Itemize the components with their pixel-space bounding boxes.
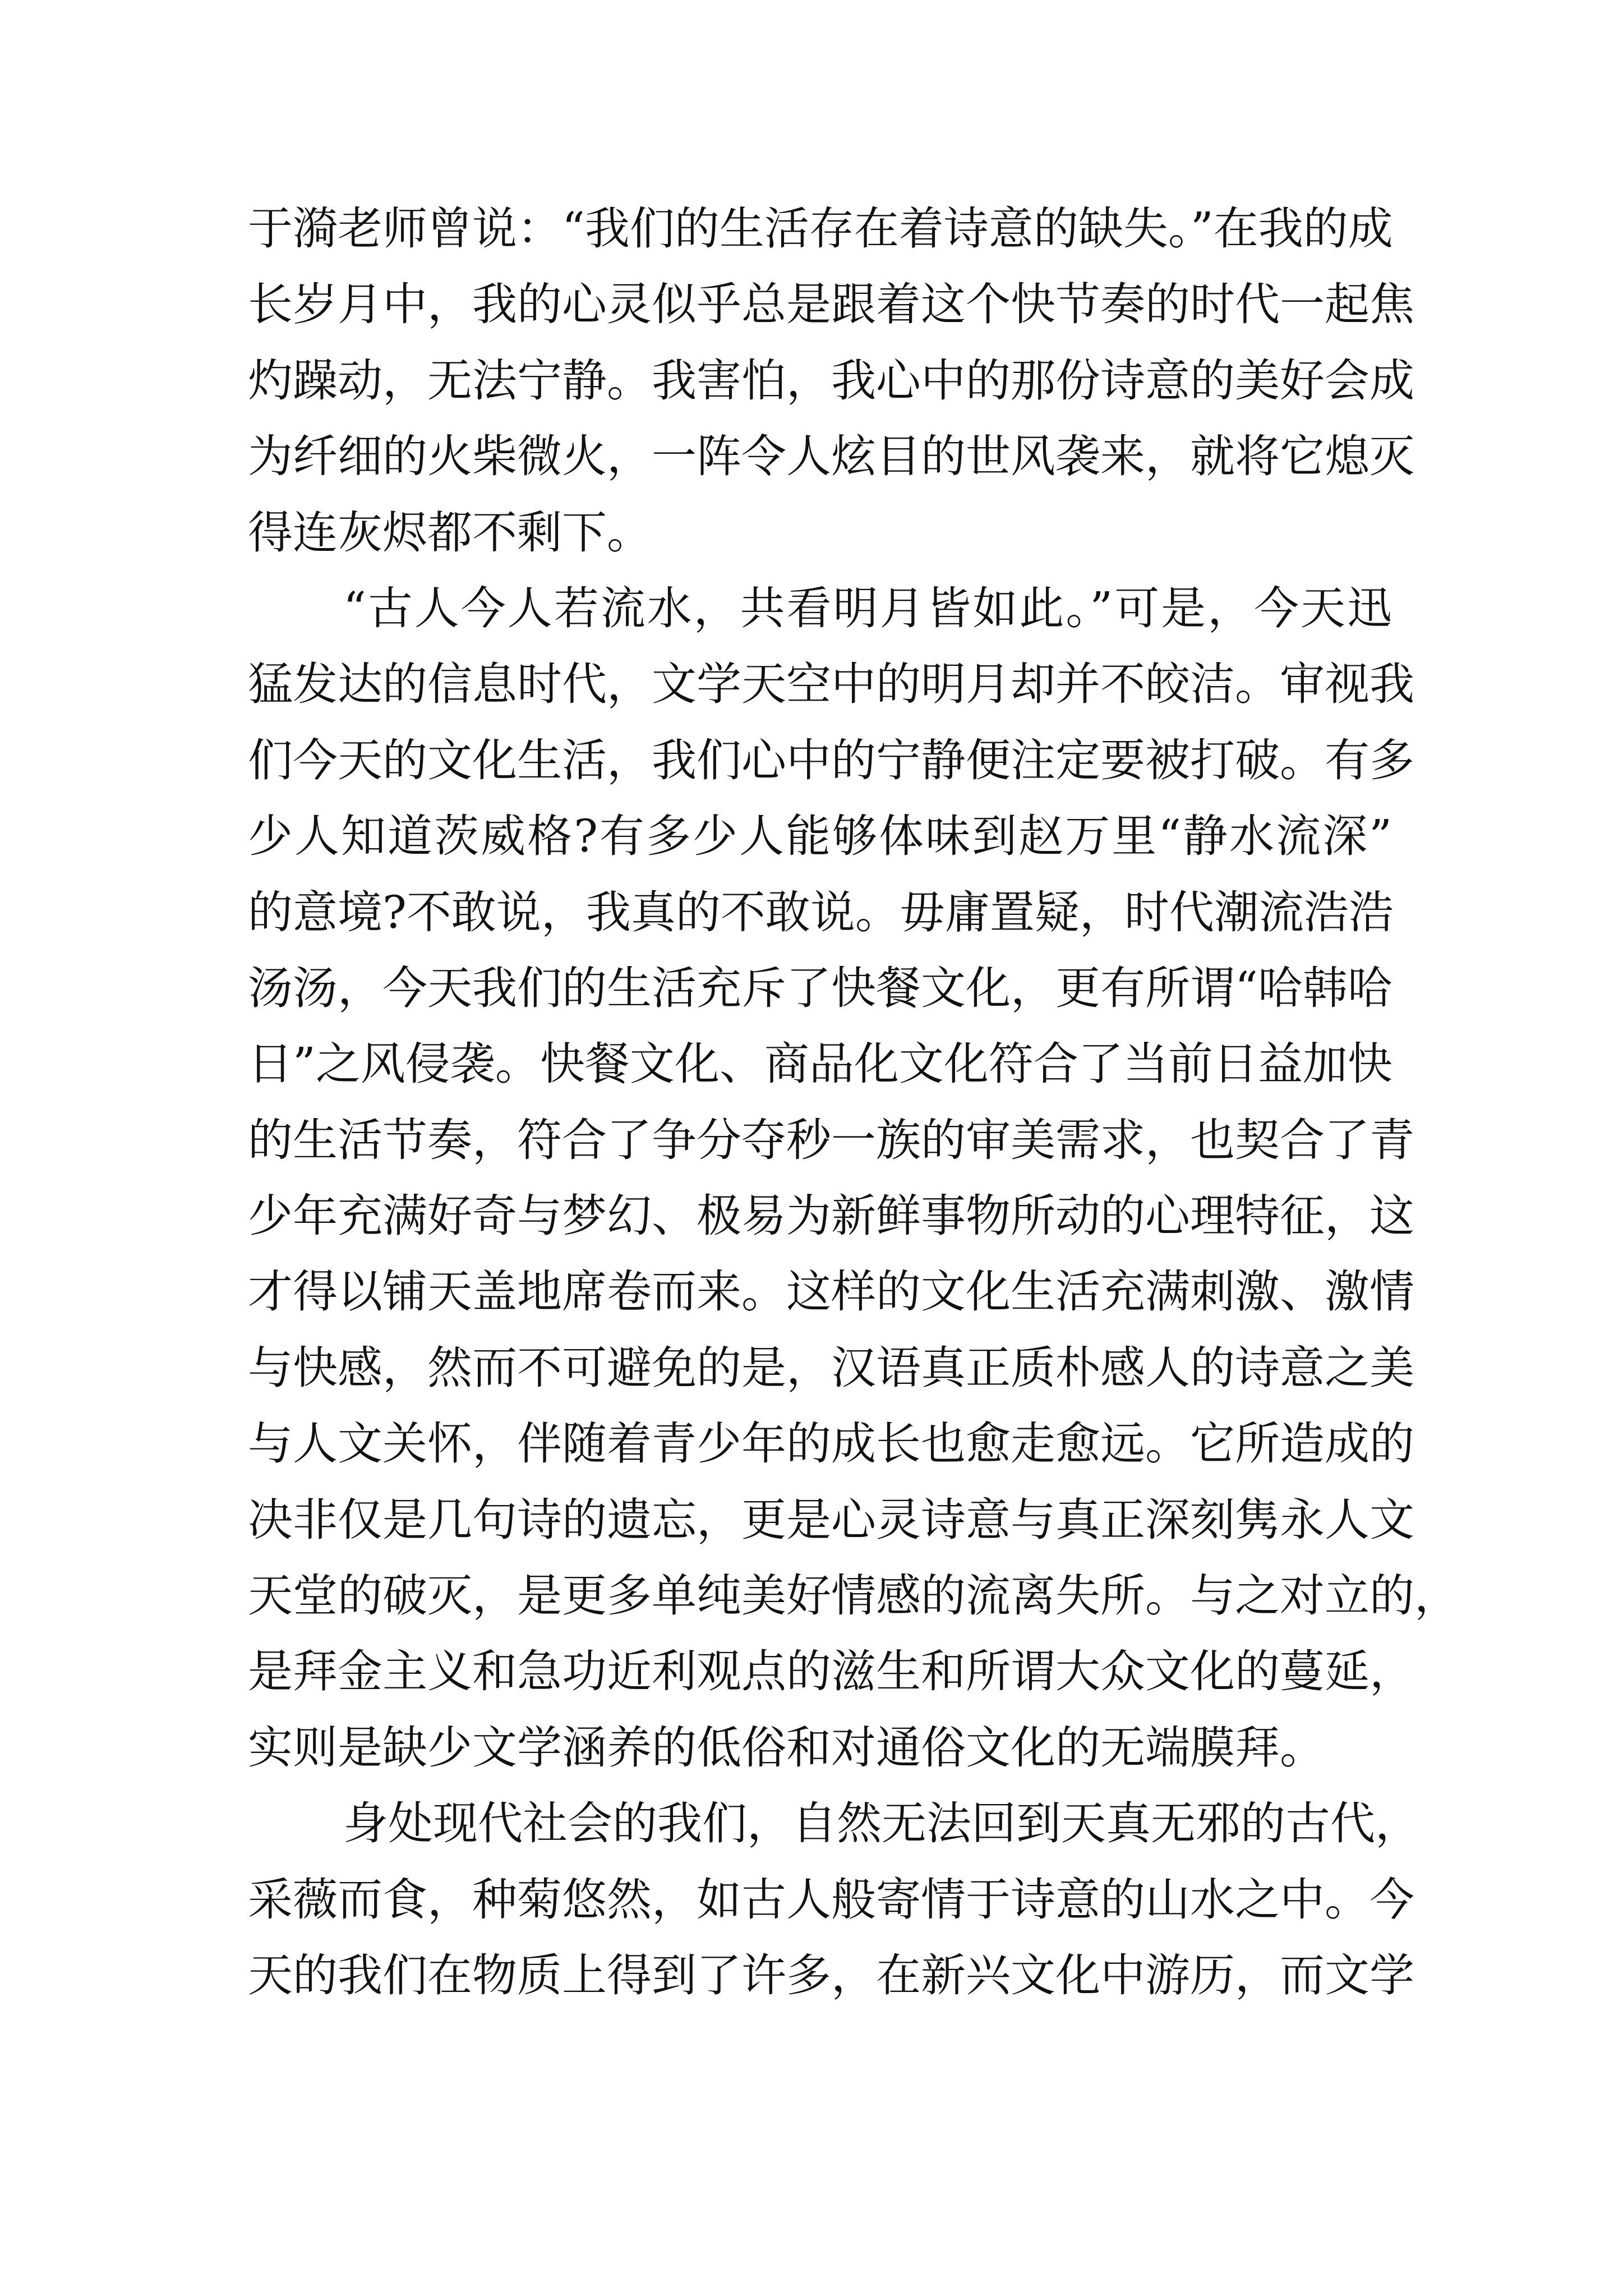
text-line: 们今天的文化生活，我们心中的宁静便注定要被打破。有多 (248, 734, 1414, 786)
text-line: 少人知道茨威格?有多少人能够体味到赵万里“静水流深” (248, 810, 1392, 863)
text-line: 天堂的破灭，是更多单纯美好情感的流离失所。与之对立的， (248, 1570, 1459, 1622)
text-line: 的生活节奏，符合了争分夺秒一族的审美需求，也契合了青 (248, 1114, 1414, 1166)
text-line: 于漪老师曾说：“我们的生活存在着诗意的缺失。”在我的成 (248, 203, 1393, 255)
paragraph (248, 191, 1414, 570)
text-line: 与人文关怀，伴随着青少年的成长也愈走愈远。它所造成的 (248, 1418, 1414, 1470)
text-line: 天的我们在物质上得到了许多，在新兴文化中游历，而文学 (248, 1949, 1414, 2001)
text-line: 才得以铺天盖地席卷而来。这样的文化生活充满刺激、激情 (248, 1266, 1414, 1318)
text-line: 长岁月中，我的心灵似乎总是跟着这个快节奏的时代一起焦 (248, 278, 1414, 331)
body-text (248, 191, 1459, 2013)
paragraph (248, 570, 1459, 1786)
text-line: 为纤细的火柴微火，一阵令人炫目的世风袭来，就将它熄灭 (248, 430, 1414, 483)
text-line: 与快感，然而不可避免的是，汉语真正质朴感人的诗意之美 (248, 1341, 1414, 1394)
text-line: 灼躁动，无法宁静。我害怕，我心中的那份诗意的美好会成 (248, 354, 1414, 407)
text-line: 少年充满好奇与梦幻、极易为新鲜事物所动的心理特征，这 (248, 1190, 1414, 1243)
text-line: 得连灰烬都不剩下。 (248, 506, 652, 559)
text-line: 决非仅是几句诗的遗忘，更是心灵诗意与真正深刻隽永人文 (248, 1493, 1414, 1546)
text-line: 的意境?不敢说，我真的不敢说。毋庸置疑，时代潮流浩浩 (248, 886, 1394, 938)
text-line: 日”之风侵袭。快餐文化、商品化文化符合了当前日益加快 (248, 1038, 1393, 1091)
text-line: 是拜金主义和急功近利观点的滋生和所谓大众文化的蔓延， (248, 1645, 1414, 1698)
text-line: 采薇而食，种菊悠然，如古人般寄情于诗意的山水之中。今 (248, 1873, 1414, 1926)
text-line: 猛发达的信息时代，文学天空中的明月却并不皎洁。审视我 (248, 658, 1414, 711)
paragraph (248, 1786, 1420, 2013)
text-line: 汤汤，今天我们的生活充斥了快餐文化，更有所谓“哈韩哈 (248, 961, 1393, 1014)
text-line: “古人今人若流水，共看明月皆如此。”可是，今天迅 (343, 582, 1392, 634)
text-line: 实则是缺少文学涵养的低俗和对通俗文化的无端膜拜。 (248, 1721, 1325, 1774)
text-line: 身处现代社会的我们，自然无法回到天真无邪的古代， (343, 1797, 1420, 1850)
